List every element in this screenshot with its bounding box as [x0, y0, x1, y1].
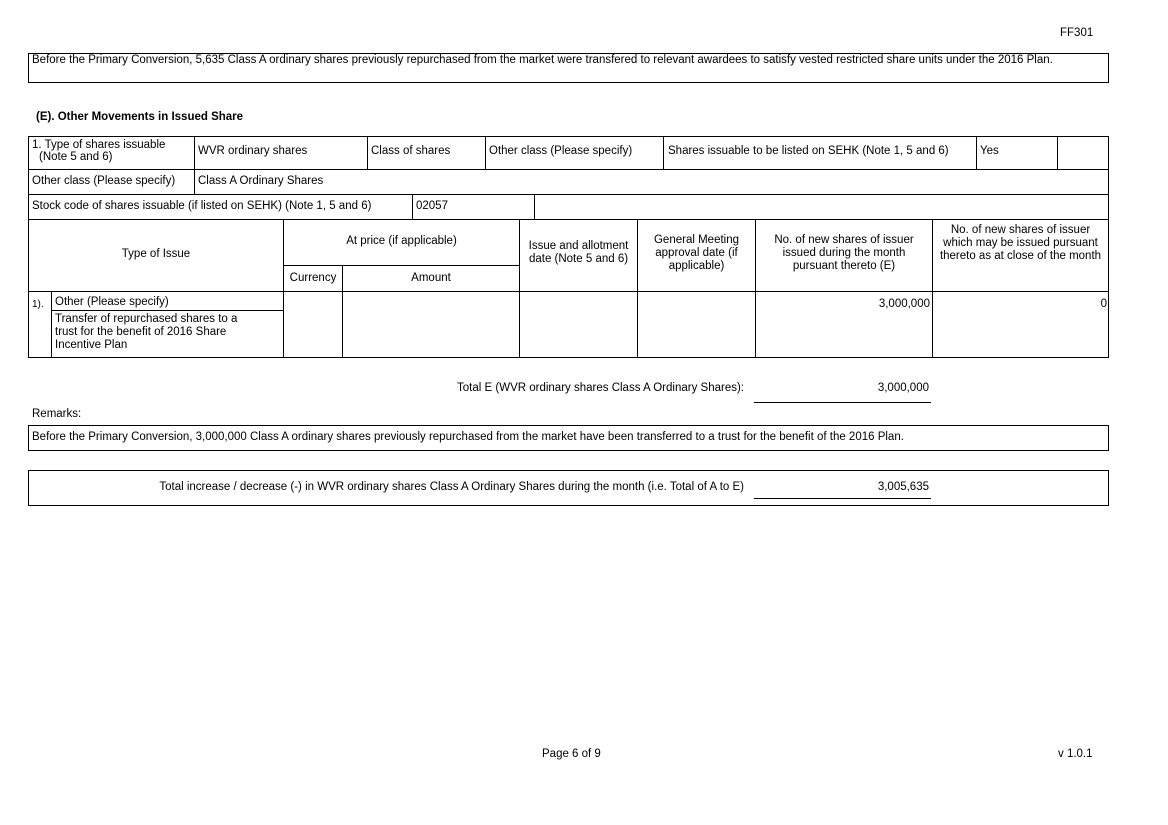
type-of-shares-label-text: 1. Type of shares issuable [32, 139, 166, 151]
remarks-label: Remarks: [32, 408, 82, 420]
stock-code-label: Stock code of shares issuable (if listed on SEHK) (Note 1, 5 and 6) [29, 194, 412, 219]
type-of-shares-label [29, 137, 194, 169]
listed-on-sehk-value: Yes [976, 137, 1057, 169]
header-gm-date: General Meeting approval date (if applicable) [637, 219, 755, 291]
item-description: Transfer of repurchased shares to a trust for the benefit of 2016 Share Incentive Plan [51, 311, 283, 357]
item-issue-date [519, 291, 637, 357]
type-of-shares-note: (Note 5 and 6) [39, 151, 113, 163]
header-amount: Amount [342, 265, 519, 291]
type-of-shares-value: WVR ordinary shares [194, 137, 367, 169]
remarks-text: Before the Primary Conversion, 3,000,000 Class A ordinary shares previously repurchased from the market have been transferred to a trust for the benefit of the 2016 Plan. [28, 425, 1109, 451]
other-class-label: Other class (Please specify) [29, 169, 194, 194]
section-title: (E). Other Movements in Issued Share [36, 111, 244, 123]
item-new-shares: 3,000,000 [755, 291, 932, 357]
item-amount [342, 291, 519, 357]
header-new-shares: No. of new shares of issuer issued during the month pursuant thereto (E) [755, 219, 932, 291]
intro-note: Before the Primary Conversion, 5,635 Class A ordinary shares previously repurchased from the market were transfered to relevant awardees to satisfy vested restricted share units under the 2016 Plan. [28, 53, 1109, 83]
header-may-issue: No. of new shares of issuer which may be issued pursuant thereto as at close of the month [932, 219, 1108, 291]
item-number: 1). [29, 291, 51, 357]
item-may-issue: 0 [932, 291, 1108, 357]
page-number: Page 6 of 9 [542, 748, 601, 760]
stock-code-blank [534, 194, 1108, 219]
item-gm-date [637, 291, 755, 357]
movements-table [28, 136, 1109, 358]
header-at-price: At price (if applicable) [283, 219, 519, 265]
class-of-shares-label: Class of shares [367, 137, 485, 169]
other-class-value: Class A Ordinary Shares [194, 169, 1108, 194]
item-type: Other (Please specify) [51, 291, 283, 311]
form-code: FF301 [1060, 27, 1094, 39]
stock-code-value: 02057 [412, 194, 534, 219]
total-e-value: 3,000,000 [754, 382, 931, 403]
grand-total-box [28, 470, 1109, 506]
listed-on-sehk-label: Shares issuable to be listed on SEHK (Note 1, 5 and 6) [663, 137, 976, 169]
version: v 1.0.1 [1058, 748, 1093, 760]
grand-total-label: Total increase / decrease (-) in WVR ordinary shares Class A Ordinary Shares during the month (i.e. Total of A to E) [159, 481, 744, 493]
header-type-of-issue: Type of Issue [29, 219, 283, 291]
grand-total-value: 3,005,635 [754, 481, 931, 499]
header-currency: Currency [283, 265, 342, 291]
item-currency [283, 291, 342, 357]
header-issue-date: Issue and allotment date (Note 5 and 6) [519, 219, 637, 291]
empty-cell [1057, 137, 1108, 169]
total-e-label: Total E (WVR ordinary shares Class A Ordinary Shares): [457, 382, 744, 394]
class-of-shares-value: Other class (Please specify) [485, 137, 663, 169]
